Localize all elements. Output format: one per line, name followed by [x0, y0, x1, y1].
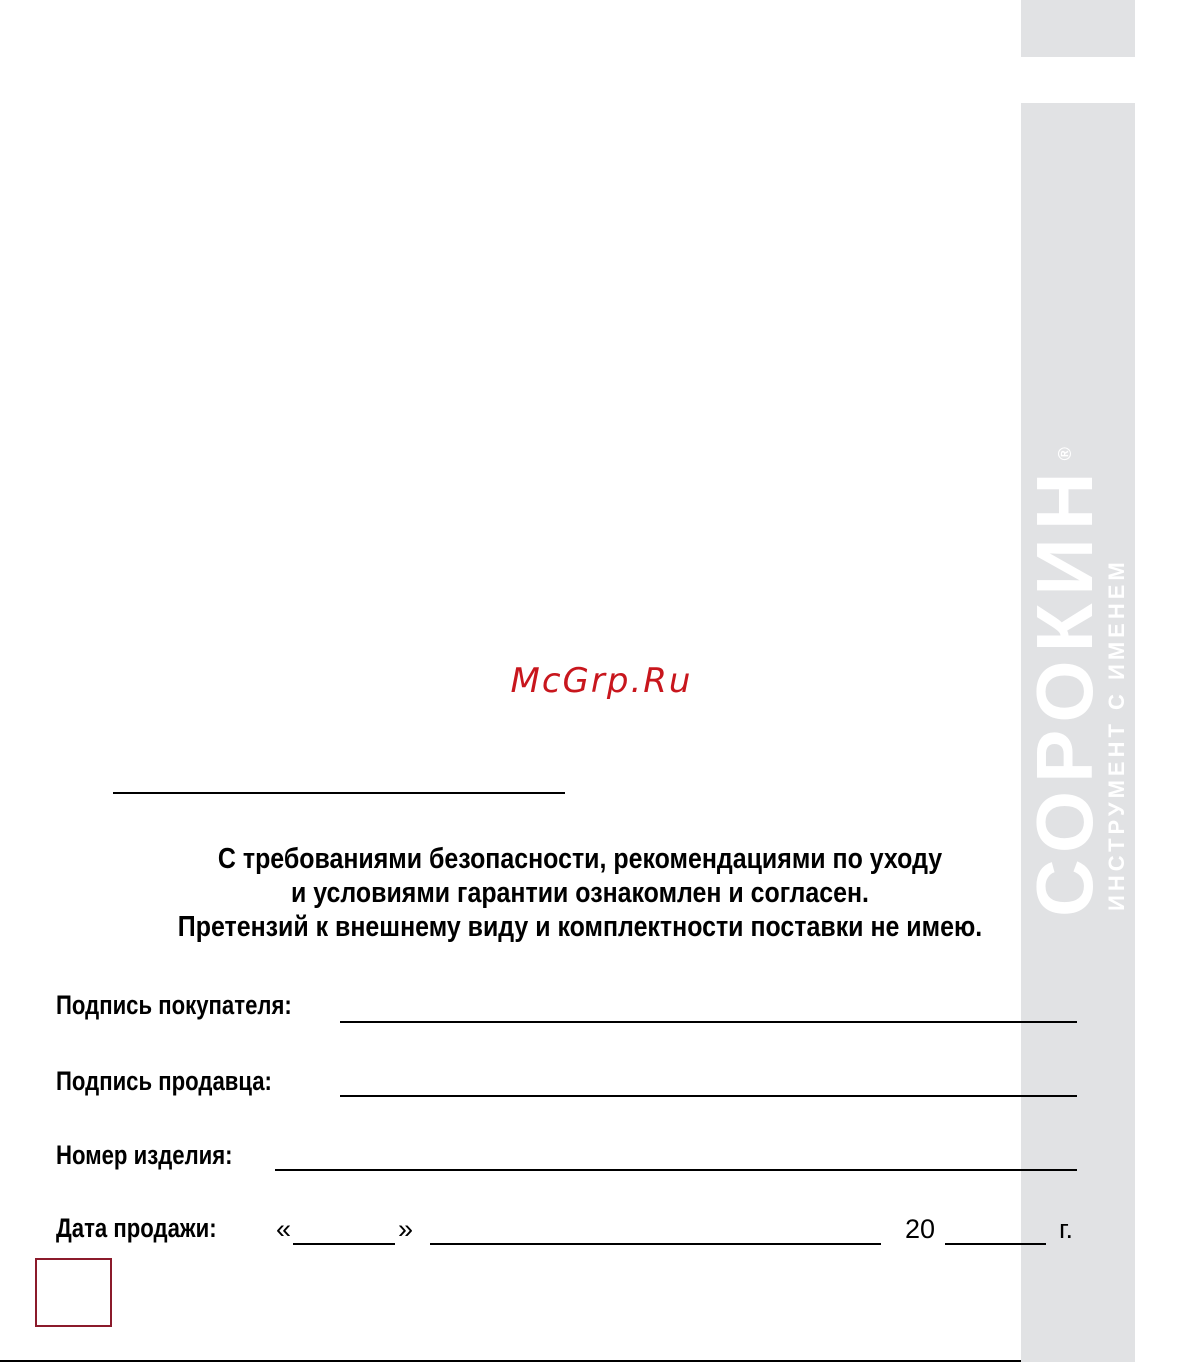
brand-tagline: ИНСТРУМЕНТ С ИМЕНЕМ: [1104, 558, 1129, 911]
sale-year-field[interactable]: [945, 1243, 1046, 1245]
buyer-signature-field[interactable]: [340, 1021, 1077, 1023]
brand-name: СОРОКИН®: [1020, 447, 1109, 917]
registered-mark: ®: [1055, 447, 1075, 461]
year-suffix: г.: [1059, 1214, 1074, 1244]
seller-signature-field[interactable]: [340, 1095, 1077, 1097]
quote-close: »: [398, 1214, 414, 1244]
product-number-field[interactable]: [275, 1169, 1077, 1171]
sale-date-label: Дата продажи:: [56, 1213, 217, 1243]
quote-open: «: [276, 1214, 292, 1244]
page-number-box: [35, 1258, 112, 1327]
product-number-label: Номер изделия:: [56, 1140, 233, 1170]
watermark: McGrp.Ru: [510, 661, 693, 701]
notice-line-2: и условиями гарантии ознакомлен и согласен.: [290, 877, 870, 909]
year-prefix: 20: [905, 1214, 936, 1244]
sale-month-field[interactable]: [430, 1243, 881, 1245]
separator-line: [113, 792, 565, 794]
sale-day-field[interactable]: [293, 1243, 395, 1245]
sidebar-top-block: [1021, 0, 1135, 57]
seller-signature-label: Подпись продавца:: [56, 1066, 272, 1096]
notice-line-3: Претензий к внешнему виду и комплектности поставки не имею.: [177, 911, 983, 943]
consent-notice: [124, 842, 1036, 944]
notice-line-1: С требованиями безопасности, рекомендациями по уходу: [217, 843, 943, 875]
buyer-signature-label: Подпись покупателя:: [56, 990, 292, 1020]
